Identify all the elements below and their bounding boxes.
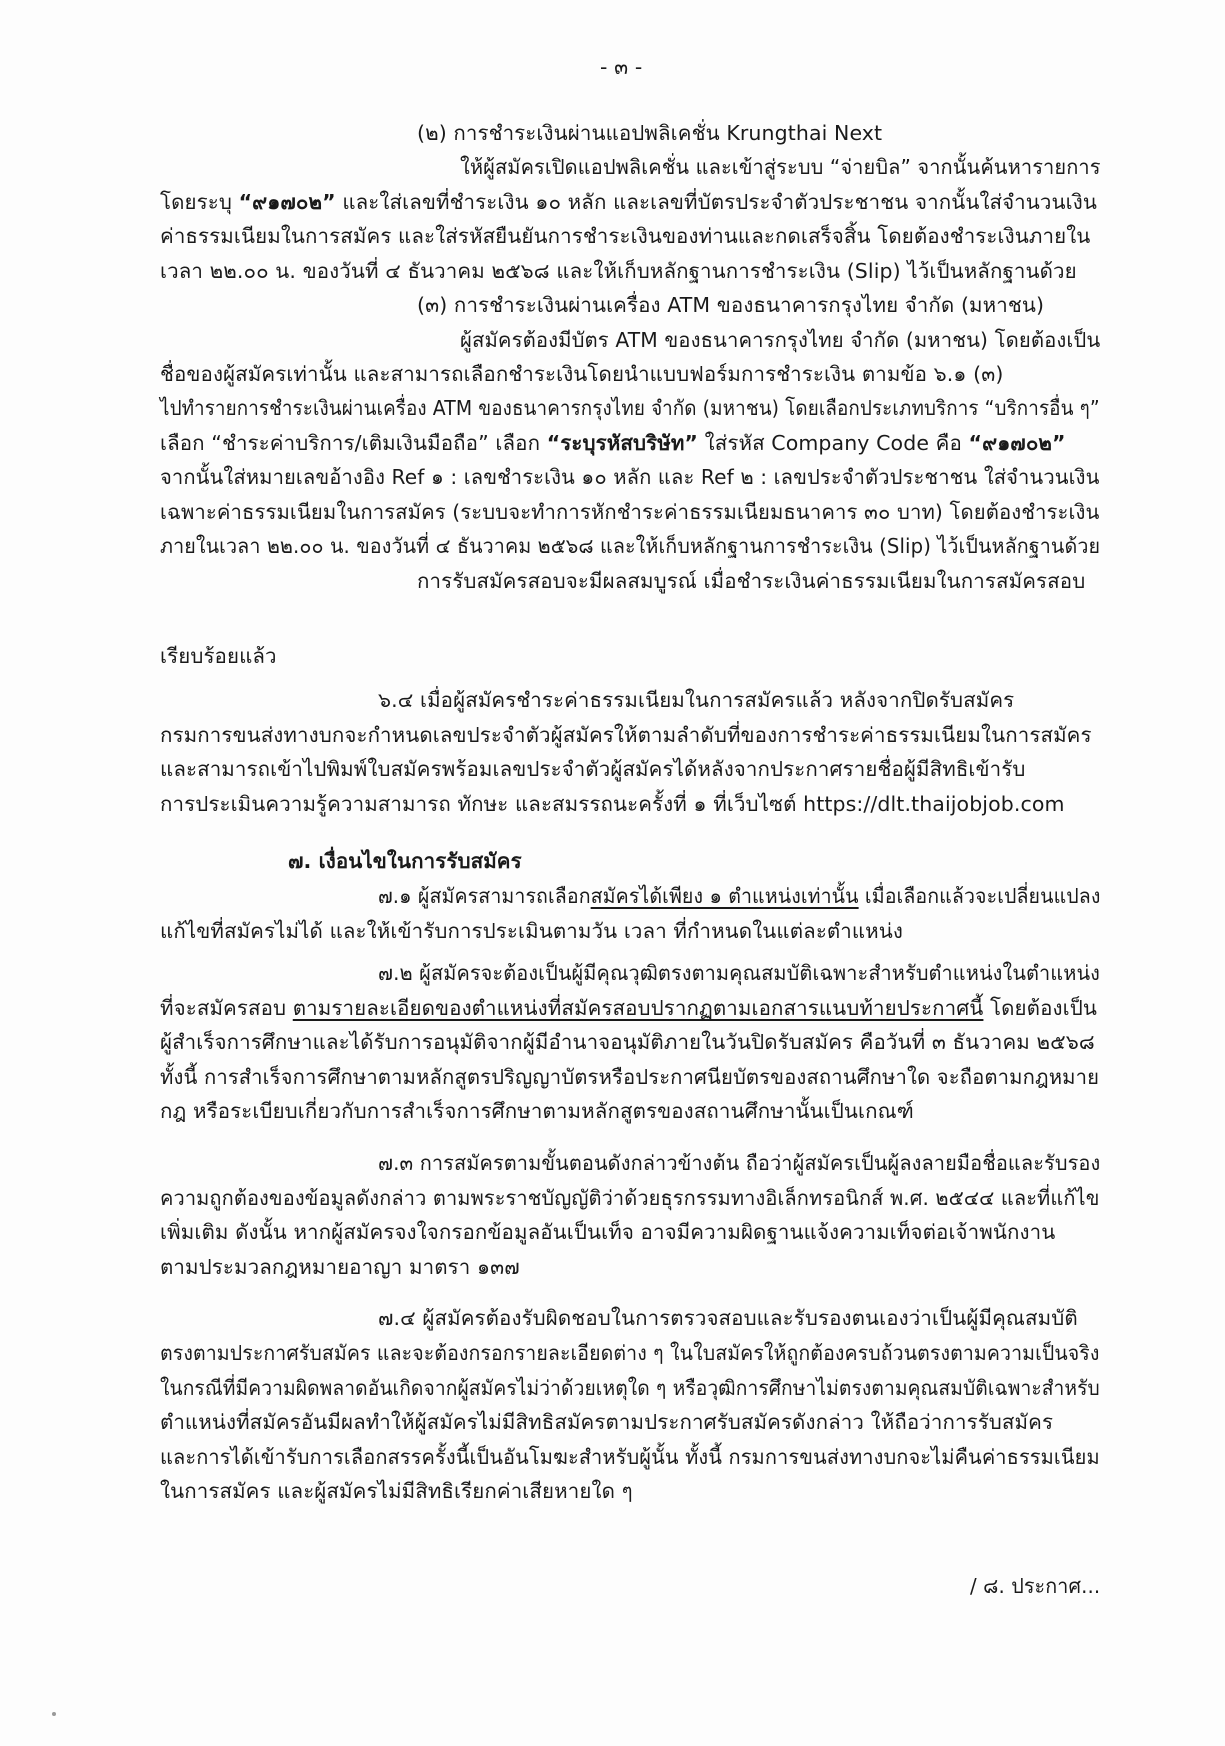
page-number: - ๓ - (600, 55, 643, 79)
s64-line-2: กรมการขนส่งทางบกจะกำหนดเลขประจำตัวผู้สมัครให้ตามลำดับที่ของการชำระค่าธรรมเนียมในการสมัคร (160, 723, 1092, 747)
s3-line-5: จากนั้นใส่หมายเลขอ้างอิง Ref ๑ : เลขชำระเงิน ๑๐ หลัก และ Ref ๒ : เลขประจำตัวประชาชน ใส่จำนวนเงิน (160, 465, 1100, 489)
s72-line-4: ทั้งนี้ การสำเร็จการศึกษาตามหลักสูตรปริญญาบัตรหรือประกาศนียบัตรของสถานศึกษาใด จะถือตามกฎหมาย (160, 1065, 1100, 1089)
s72-line-1: ๗.๒ ผู้สมัครจะต้องเป็นผู้มีคุณวุฒิตรงตามคุณสมบัติเฉพาะสำหรับตำแหน่งในตำแหน่ง (378, 961, 1100, 985)
s73-line-2: ความถูกต้องของข้อมูลดังกล่าว ตามพระราชบัญญัติว่าด้วยธุรกรรมทางอิเล็กทรอนิกส์ พ.ศ. ๒๕๔๔ และที่แก้ไข (160, 1186, 1100, 1210)
s2-line-4: เวลา ๒๒.๐๐ น. ของวันที่ ๔ ธันวาคม ๒๕๖๘ และให้เก็บหลักฐานการชำระเงิน (Slip) ไว้เป็นหลักฐานด้วย (160, 259, 1077, 283)
s74-line-5: และการได้เข้ารับการเลือกสรรครั้งนี้เป็นอันโมฆะสำหรับผู้นั้น ทั้งนี้ กรมการขนส่งทางบกจะไม่คืนค่าธรรมเนียม (160, 1445, 1100, 1469)
s2-line-1: ให้ผู้สมัครเปิดแอปพลิเคชั่น และเข้าสู่ระบบ “จ่ายบิล” จากนั้นค้นหารายการ (460, 155, 1101, 179)
s3-line-7: ภายในเวลา ๒๒.๐๐ น. ของวันที่ ๔ ธันวาคม ๒๕๖๘ และให้เก็บหลักฐานการชำระเงิน (Slip) ไว้เป็นหลักฐานด้วย (160, 534, 1101, 558)
s3-line-6: เฉพาะค่าธรรมเนียมในการสมัคร (ระบบจะทำการหักชำระค่าธรรมเนียมธนาคาร ๓๐ บาท) โดยต้องชำระเงิน (160, 500, 1100, 524)
s72-line-5: กฎ หรือระเบียบเกี่ยวกับการสำเร็จการศึกษาตามหลักสูตรของสถานศึกษานั้นเป็นเกณฑ์ (160, 1099, 914, 1123)
s2-line-2: โดยระบุ “๙๑๗๐๒” และใส่เลขที่ชำระเงิน ๑๐ หลัก และเลขที่บัตรประจำตัวประชาชน จากนั้นใส่จำนวนเงิน (160, 190, 1097, 214)
s74-line-1: ๗.๔ ผู้สมัครต้องรับผิดชอบในการตรวจสอบและรับรองตนเองว่าเป็นผู้มีคุณสมบัติ (378, 1306, 1078, 1330)
s2-heading: (๒) การชำระเงินผ่านแอปพลิเคชั่น Krungthai Next (417, 121, 883, 145)
s73-line-3: เพิ่มเติม ดังนั้น หากผู้สมัครจงใจกรอกข้อมูลอันเป็นเท็จ อาจมีความผิดฐานแจ้งความเท็จต่อเจ้าพนักงาน (160, 1220, 1056, 1244)
section-7-heading: ๗. เงื่อนไขในการรับสมัคร (288, 849, 522, 873)
s72-line-3: ผู้สำเร็จการศึกษาและได้รับการอนุมัติจากผู้มีอำนาจอนุมัติภายในวันปิดรับสมัคร คือวันที่ ๓ ธันวาคม ๒๕๖๘ (160, 1030, 1095, 1054)
s71-line-2: แก้ไขที่สมัครไม่ได้ และให้เข้ารับการประเมินตามวัน เวลา ที่กำหนดในแต่ละตำแหน่ง (160, 919, 903, 943)
s73-line-1: ๗.๓ การสมัครตามขั้นตอนดังกล่าวข้างต้น ถือว่าผู้สมัครเป็นผู้ลงลายมือชื่อและรับรอง (378, 1151, 1101, 1175)
s73-line-4: ตามประมวลกฎหมายอาญา มาตรา ๑๓๗ (160, 1255, 520, 1279)
s3-line-8: การรับสมัครสอบจะมีผลสมบูรณ์ เมื่อชำระเงินค่าธรรมเนียมในการสมัครสอบ (417, 569, 1086, 593)
s3-line-3: ไปทำรายการชำระเงินผ่านเครื่อง ATM ของธนาคารกรุงไทย จำกัด (มหาชน) โดยเลือกประเภทบริการ “บริการอื่น ๆ” (160, 396, 1100, 420)
continuation-note: / ๘. ประกาศ... (970, 1574, 1101, 1598)
scan-speck (52, 1712, 56, 1716)
s3-heading: (๓) การชำระเงินผ่านเครื่อง ATM ของธนาคารกรุงไทย จำกัด (มหาชน) (417, 293, 1045, 317)
s64-line-4: การประเมินความรู้ความสามารถ ทักษะ และสมรรถนะครั้งที่ ๑ ที่เว็บไซต์ https://dlt.thaijobjob.com (160, 792, 1065, 816)
s74-line-4: ตำแหน่งที่สมัครอันมีผลทำให้ผู้สมัครไม่มีสิทธิสมัครตามประกาศรับสมัครดังกล่าว ให้ถือว่าการรับสมัคร (160, 1410, 1054, 1434)
s3-line-1: ผู้สมัครต้องมีบัตร ATM ของธนาคารกรุงไทย จำกัด (มหาชน) โดยต้องเป็น (460, 328, 1101, 352)
s3-line-9: เรียบร้อยแล้ว (160, 644, 277, 668)
s64-line-3: และสามารถเข้าไปพิมพ์ใบสมัครพร้อมเลขประจำตัวผู้สมัครได้หลังจากประกาศรายชื่อผู้มีสิทธิเข้ารับ (160, 757, 1026, 781)
s3-line-2: ชื่อของผู้สมัครเท่านั้น และสามารถเลือกชำระเงินโดยนำแบบฟอร์มการชำระเงิน ตามข้อ ๖.๑ (๓) (160, 362, 1004, 386)
s74-line-3: ในกรณีที่มีความผิดพลาดอันเกิดจากผู้สมัครไม่ว่าด้วยเหตุใด ๆ หรือวุฒิการศึกษาไม่ตรงตามคุณสมบัติเฉพาะสำหรับ (160, 1376, 1100, 1400)
s64-line-1: ๖.๔ เมื่อผู้สมัครชำระค่าธรรมเนียมในการสมัครแล้ว หลังจากปิดรับสมัคร (378, 688, 1015, 712)
s71-line-1: ๗.๑ ผู้สมัครสามารถเลือกสมัครได้เพียง ๑ ตำแหน่งเท่านั้น เมื่อเลือกแล้วจะเปลี่ยนแปลง (378, 884, 1101, 908)
s3-line-4: เลือก “ชำระค่าบริการ/เติมเงินมือถือ” เลือก “ระบุรหัสบริษัท” ใส่รหัส Company Code คือ “๙๑๗๐๒” (160, 431, 1066, 455)
s74-line-2: ตรงตามประกาศรับสมัคร และจะต้องกรอกรายละเอียดต่าง ๆ ในใบสมัครให้ถูกต้องครบถ้วนตรงตามความเป็นจริง (160, 1341, 1100, 1365)
s2-line-3: ค่าธรรมเนียมในการสมัคร และใส่รหัสยืนยันการชำระเงินของท่านและกดเสร็จสิ้น โดยต้องชำระเงินภายใน (160, 224, 1091, 248)
s74-line-6: ในการสมัคร และผู้สมัครไม่มีสิทธิเรียกค่าเสียหายใด ๆ (160, 1479, 633, 1503)
s72-line-2: ที่จะสมัครสอบ ตามรายละเอียดของตำแหน่งที่สมัครสอบปรากฏตามเอกสารแนบท้ายประกาศนี้ โดยต้องเป็น (160, 996, 1097, 1020)
